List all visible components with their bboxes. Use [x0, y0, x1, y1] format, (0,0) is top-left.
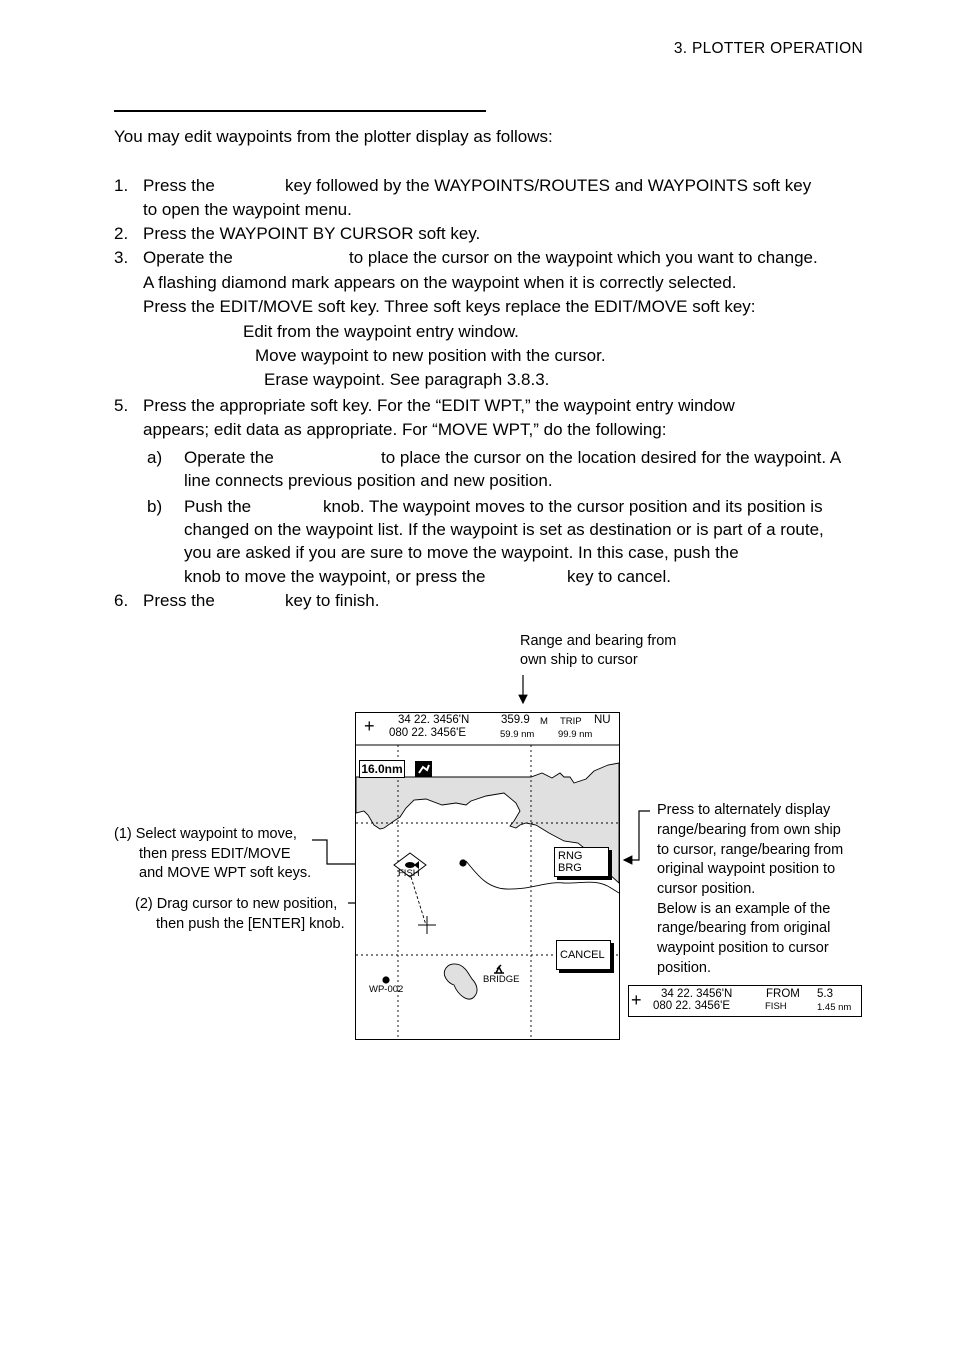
rng-brg-explanation-4: original waypoint position to: [657, 861, 836, 877]
step-3-number: 3.: [114, 248, 129, 267]
rng-brg-explanation-3: to cursor, range/bearing from: [657, 842, 844, 858]
step-5-number: 5.: [114, 396, 129, 415]
substep-a-label: a): [147, 448, 163, 467]
step-6-text-a: Press the: [143, 591, 215, 610]
rng-brg-explanation-9: position.: [657, 960, 712, 976]
rng-brg-explanation-5: cursor position.: [657, 881, 756, 897]
step-5-text-a: Press the appropriate soft key. For the “EDIT WPT,” the waypoint entry window: [143, 396, 735, 415]
step-3-text-c: A flashing diamond mark appears on the waypoint when it is correctly selected.: [143, 273, 737, 292]
from-waypoint-example-box: [628, 985, 862, 1017]
trip-label: TRIP: [560, 716, 582, 727]
intro-text: You may edit waypoints from the plotter display as follows:: [114, 127, 553, 146]
substep-a-text-1: Operate the: [184, 448, 274, 467]
step-5-text-b: appears; edit data as appropriate. For “MOVE WPT,” do the following:: [143, 420, 667, 439]
rng-brg-explanation-8: waypoint position to cursor: [657, 940, 829, 956]
rng-brg-softkey[interactable]: [554, 847, 609, 877]
bridge-label: BRIDGE: [483, 974, 520, 985]
example-from-label: FROM: [766, 988, 800, 1000]
erase-wpt-description: Erase waypoint. See paragraph 3.8.3.: [264, 370, 550, 389]
cursor-longitude: 080 22. 3456'E: [389, 727, 467, 739]
step-1-number: 1.: [114, 176, 129, 195]
range-scale[interactable]: 16.0nm: [359, 760, 405, 778]
example-cursor-plus-icon: +: [631, 990, 642, 1010]
callout-2-line2: then push the [ENTER] knob.: [156, 916, 345, 932]
substep-b-text-3: changed on the waypoint list. If the waypoint is set as destination or is part of a route,: [184, 520, 824, 539]
cancel-softkey[interactable]: [556, 940, 611, 970]
cancel-softkey-label: CANCEL: [560, 949, 605, 961]
step-3-text-a: Operate the: [143, 248, 233, 267]
page-header: 3. PLOTTER OPERATION: [673, 40, 863, 57]
example-range: 1.45 nm: [817, 1002, 852, 1013]
example-longitude: 080 22. 3456'E: [653, 1000, 731, 1012]
step-3-text-b: to place the cursor on the waypoint which you want to change.: [349, 248, 818, 267]
substep-b-text-4: you are asked if you are sure to move the waypoint. In this case, push the: [184, 543, 739, 562]
cursor-range: 59.9 nm: [500, 729, 535, 740]
rng-brg-explanation-2: range/bearing from own ship: [657, 822, 841, 838]
cursor-latitude: 34 22. 3456'N: [398, 714, 470, 726]
rng-brg-softkey-line1: RNG: [558, 850, 583, 862]
rng-brg-explanation-6: Below is an example of the: [657, 901, 831, 917]
rng-brg-explanation-1: Press to alternately display: [657, 802, 831, 818]
rng-brg-explanation-7: range/bearing from original: [657, 920, 831, 936]
edit-wpt-description: Edit from the waypoint entry window.: [243, 322, 519, 341]
bearing-unit: M: [540, 716, 548, 727]
nu-label: NU: [594, 714, 611, 726]
move-wpt-description: Move waypoint to new position with the cursor.: [255, 346, 606, 365]
callout-1-line1: (1) Select waypoint to move,: [114, 826, 297, 842]
example-latitude: 34 22. 3456'N: [661, 988, 733, 1000]
trip-value: 99.9 nm: [558, 729, 593, 740]
plotter-screen: [355, 712, 620, 1040]
callout-1-line3: and MOVE WPT soft keys.: [139, 865, 312, 881]
callout-1-line2: then press EDIT/MOVE: [139, 846, 291, 862]
substep-a-text-3: line connects previous position and new position.: [184, 471, 553, 490]
rng-brg-softkey-line2: BRG: [558, 862, 582, 874]
step-2-text: Press the WAYPOINT BY CURSOR soft key.: [143, 224, 481, 243]
step-2-number: 2.: [114, 224, 129, 243]
substep-b-text-2: knob. The waypoint moves to the cursor position and its position is: [323, 497, 823, 516]
cursor-plus-icon: +: [364, 716, 375, 736]
example-bearing: 5.3: [817, 988, 833, 1000]
example-fish-label: FISH: [765, 1001, 787, 1012]
substep-b-label: b): [147, 497, 163, 516]
step-1-text-c: to open the waypoint menu.: [143, 200, 352, 219]
step-4-text: Press the EDIT/MOVE soft key. Three soft keys replace the EDIT/MOVE soft key:: [143, 297, 756, 316]
step-1-text-a: Press the: [143, 176, 215, 195]
substep-b-text-5b: key to cancel.: [567, 567, 671, 586]
waypoint-fish-label: FISH: [398, 868, 420, 879]
step-1-text-b: key followed by the WAYPOINTS/ROUTES and WAYPOINTS soft key: [285, 176, 812, 195]
range-bearing-label-line2: own ship to cursor: [520, 652, 638, 668]
callout-2-line1: (2) Drag cursor to new position,: [135, 896, 338, 912]
substep-a-text-2: to place the cursor on the location desired for the waypoint. A: [381, 448, 842, 467]
substep-b-text-5a: knob to move the waypoint, or press the: [184, 567, 486, 586]
range-bearing-label-line1: Range and bearing from: [520, 633, 677, 649]
step-6-number: 6.: [114, 591, 129, 610]
substep-b-text-1: Push the: [184, 497, 252, 516]
step-6-text-b: key to finish.: [285, 591, 380, 610]
waypoint-002-label: WP-002: [369, 984, 404, 995]
cursor-bearing: 359.9: [501, 714, 530, 726]
